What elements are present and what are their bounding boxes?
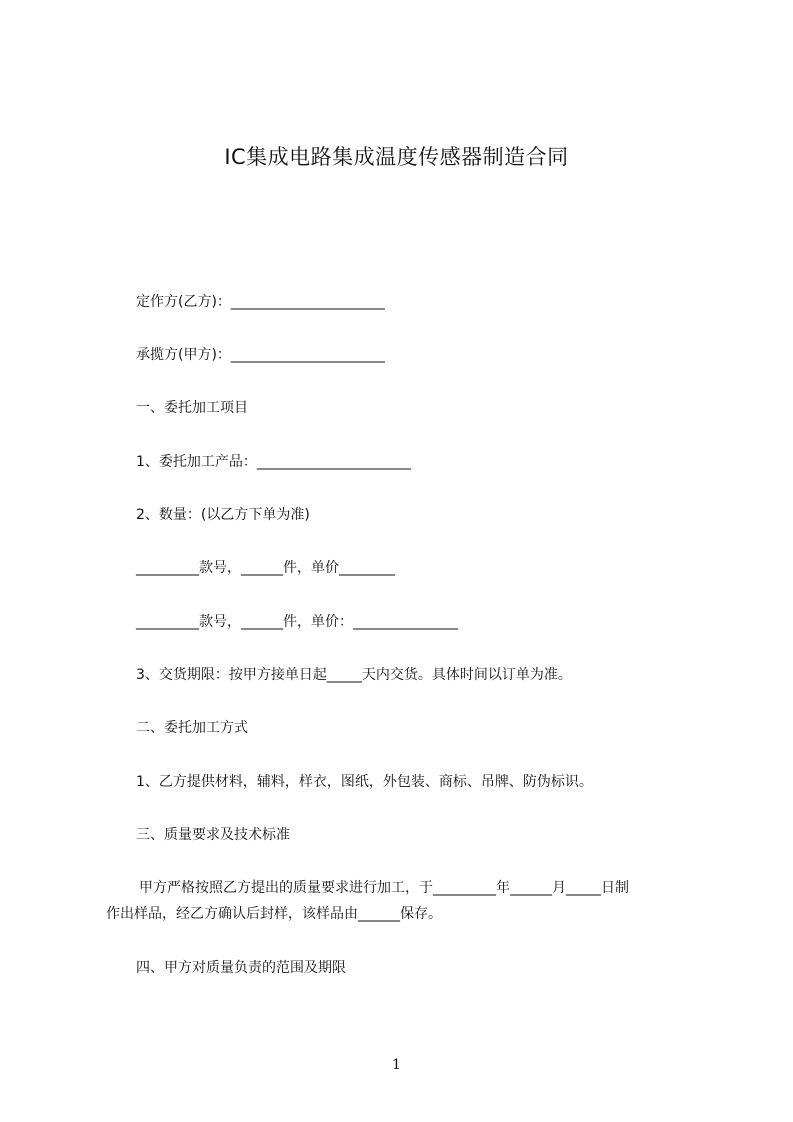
style-line-2: _________款号，______件，单价：_______________ [136,614,458,630]
item3-delivery: 3、交货期限：按甲方接单日起_____天内交货。具体时间以订单为准。 [136,667,572,683]
section3-heading: 三、质量要求及技术标准 [136,827,290,843]
item2-quantity: 2、数量：(以乙方下单为准) [136,507,310,523]
party-b-line: 定作方(乙方)：______________________ [136,294,385,310]
party-a-line: 承揽方(甲方)：______________________ [136,347,385,363]
quality-paragraph-line-2: 作出样品，经乙方确认后封样，该样品由______保存。 [106,906,442,922]
section2-heading: 二、委托加工方式 [136,720,248,736]
section1-heading: 一、委托加工项目 [136,400,248,416]
quality-paragraph-line-1: 甲方严格按照乙方提出的质量要求进行加工，于_________年______月_____日制 [139,880,629,896]
quality-paragraph [106,875,706,927]
item1-product: 1、委托加工产品：______________________ [136,454,411,470]
document-title: IC集成电路集成温度传感器制造合同 [224,145,569,169]
section4-heading: 四、甲方对质量负责的范围及期限 [136,960,346,976]
page-number: 1 [392,1057,401,1073]
method-item1: 1、乙方提供材料，辅料，样衣，图纸，外包装、商标、吊牌、防伪标识。 [136,774,593,790]
style-line-1: _________款号，______件，单价________ [136,560,395,576]
